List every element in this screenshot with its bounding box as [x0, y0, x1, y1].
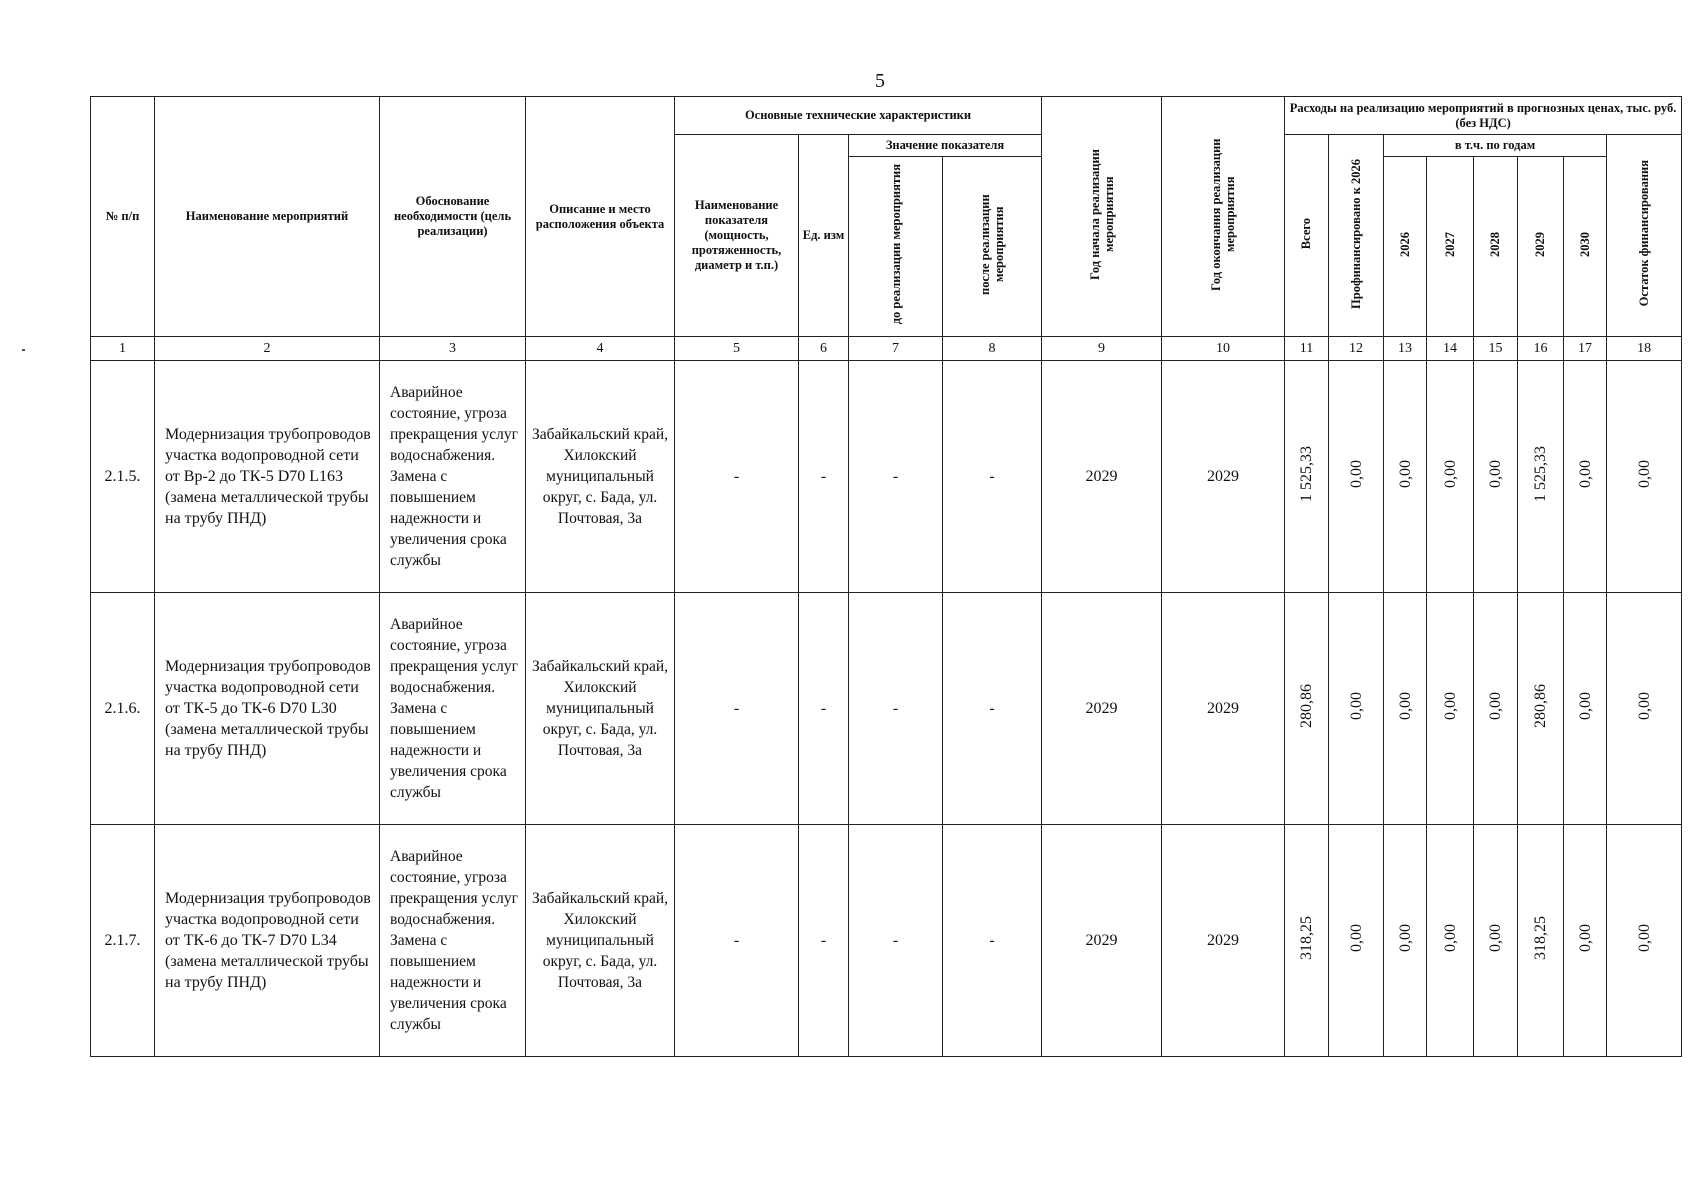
page-number: 5 [875, 70, 885, 92]
remainder-cell: 0,00 [1607, 361, 1682, 593]
after-cell: - [943, 593, 1042, 825]
year-2030-cell: 0,00 [1564, 361, 1607, 593]
column-number: 15 [1474, 337, 1518, 361]
year-2027-cell: 0,00 [1427, 825, 1474, 1057]
remainder-cell: 0,00 [1607, 825, 1682, 1057]
year-2027-cell: 0,00 [1427, 361, 1474, 593]
column-number: 4 [526, 337, 675, 361]
measure-description: Забайкальский край, Хилокский муниципальный округ, с. Бада, ул. Почтовая, 3а [526, 361, 675, 593]
end-year-cell: 2029 [1162, 593, 1285, 825]
year-2026-cell: 0,00 [1384, 593, 1427, 825]
row-number: 2.1.6. [91, 593, 155, 825]
header-year-2030: 2030 [1564, 157, 1607, 337]
year-2029-cell: 318,25 [1518, 825, 1564, 1057]
column-number: 8 [943, 337, 1042, 361]
header-description: Описание и место расположения объекта [526, 97, 675, 337]
measure-justification: Аварийное состояние, угроза прекращения услуг водоснабжения. Замена с повышением надежности и увеличения срока службы [380, 825, 526, 1057]
table-row [91, 825, 1682, 1057]
total-cell: 280,86 [1285, 593, 1329, 825]
column-number: 2 [155, 337, 380, 361]
total-cell: 318,25 [1285, 825, 1329, 1057]
measure-justification: Аварийное состояние, угроза прекращения услуг водоснабжения. Замена с повышением надежности и увеличения срока службы [380, 361, 526, 593]
header-before: до реализации мероприятия [849, 157, 943, 337]
column-number: 14 [1427, 337, 1474, 361]
header-end-year: Год окончания реализации мероприятия [1162, 97, 1285, 337]
year-2026-cell: 0,00 [1384, 361, 1427, 593]
header-total: Всего [1285, 135, 1329, 337]
column-number: 9 [1042, 337, 1162, 361]
header-costs-group: Расходы на реализацию мероприятий в прогнозных ценах, тыс. руб. (без НДС) [1285, 97, 1682, 135]
after-cell: - [943, 825, 1042, 1057]
row-number: 2.1.7. [91, 825, 155, 1057]
unit-cell: - [799, 361, 849, 593]
year-2030-cell: 0,00 [1564, 593, 1607, 825]
scan-speck [22, 349, 25, 351]
prefinanced-cell: 0,00 [1329, 825, 1384, 1057]
measure-name: Модернизация трубопроводов участка водопроводной сети от ТК-6 до ТК-7 D70 L34 (замена металлической трубы на трубу ПНД) [155, 825, 380, 1057]
column-number: 12 [1329, 337, 1384, 361]
before-cell: - [849, 825, 943, 1057]
header-value-group: Значение показателя [849, 135, 1042, 157]
column-number: 7 [849, 337, 943, 361]
header-name: Наименование мероприятий [155, 97, 380, 337]
column-number-row [91, 337, 1682, 361]
measure-description: Забайкальский край, Хилокский муниципальный округ, с. Бада, ул. Почтовая, 3а [526, 593, 675, 825]
column-number: 6 [799, 337, 849, 361]
header-year-2027: 2027 [1427, 157, 1474, 337]
header-num: № п/п [91, 97, 155, 337]
column-number: 1 [91, 337, 155, 361]
unit-cell: - [799, 593, 849, 825]
year-2026-cell: 0,00 [1384, 825, 1427, 1057]
before-cell: - [849, 593, 943, 825]
prefinanced-cell: 0,00 [1329, 593, 1384, 825]
header-by-years: в т.ч. по годам [1384, 135, 1607, 157]
row-number: 2.1.5. [91, 361, 155, 593]
year-2029-cell: 280,86 [1518, 593, 1564, 825]
header-remainder: Остаток финансирования [1607, 135, 1682, 337]
header-indicator-name: Наименование показателя (мощность, протяженность, диаметр и т.п.) [675, 135, 799, 337]
header-year-2029: 2029 [1518, 157, 1564, 337]
column-number: 13 [1384, 337, 1427, 361]
indicator-cell: - [675, 825, 799, 1057]
header-justification: Обоснование необходимости (цель реализации) [380, 97, 526, 337]
measure-justification: Аварийное состояние, угроза прекращения услуг водоснабжения. Замена с повышением надежности и увеличения срока службы [380, 593, 526, 825]
end-year-cell: 2029 [1162, 361, 1285, 593]
column-number: 18 [1607, 337, 1682, 361]
header-unit: Ед. изм [799, 135, 849, 337]
year-2028-cell: 0,00 [1474, 593, 1518, 825]
unit-cell: - [799, 825, 849, 1057]
start-year-cell: 2029 [1042, 825, 1162, 1057]
start-year-cell: 2029 [1042, 593, 1162, 825]
prefinanced-cell: 0,00 [1329, 361, 1384, 593]
header-year-2026: 2026 [1384, 157, 1427, 337]
measures-table [90, 96, 1682, 1057]
header-prefinanced: Профинансировано к 2026 [1329, 135, 1384, 337]
before-cell: - [849, 361, 943, 593]
remainder-cell: 0,00 [1607, 593, 1682, 825]
year-2029-cell: 1 525,33 [1518, 361, 1564, 593]
header-year-2028: 2028 [1474, 157, 1518, 337]
column-number: 17 [1564, 337, 1607, 361]
measure-description: Забайкальский край, Хилокский муниципальный округ, с. Бада, ул. Почтовая, 3а [526, 825, 675, 1057]
year-2028-cell: 0,00 [1474, 361, 1518, 593]
table-row [91, 593, 1682, 825]
column-number: 11 [1285, 337, 1329, 361]
year-2030-cell: 0,00 [1564, 825, 1607, 1057]
column-number: 5 [675, 337, 799, 361]
after-cell: - [943, 361, 1042, 593]
header-start-year: Год начала реализации мероприятия [1042, 97, 1162, 337]
total-cell: 1 525,33 [1285, 361, 1329, 593]
column-number: 10 [1162, 337, 1285, 361]
column-number: 16 [1518, 337, 1564, 361]
year-2028-cell: 0,00 [1474, 825, 1518, 1057]
indicator-cell: - [675, 361, 799, 593]
table-row [91, 361, 1682, 593]
measure-name: Модернизация трубопроводов участка водопроводной сети от ТК-5 до ТК-6 D70 L30 (замена металлической трубы на трубу ПНД) [155, 593, 380, 825]
year-2027-cell: 0,00 [1427, 593, 1474, 825]
measure-name: Модернизация трубопроводов участка водопроводной сети от Вр-2 до ТК-5 D70 L163 (замена металлической трубы на трубу ПНД) [155, 361, 380, 593]
start-year-cell: 2029 [1042, 361, 1162, 593]
column-number: 3 [380, 337, 526, 361]
header-tech-group: Основные технические характеристики [675, 97, 1042, 135]
header-after: после реализации мероприятия [943, 157, 1042, 337]
end-year-cell: 2029 [1162, 825, 1285, 1057]
indicator-cell: - [675, 593, 799, 825]
